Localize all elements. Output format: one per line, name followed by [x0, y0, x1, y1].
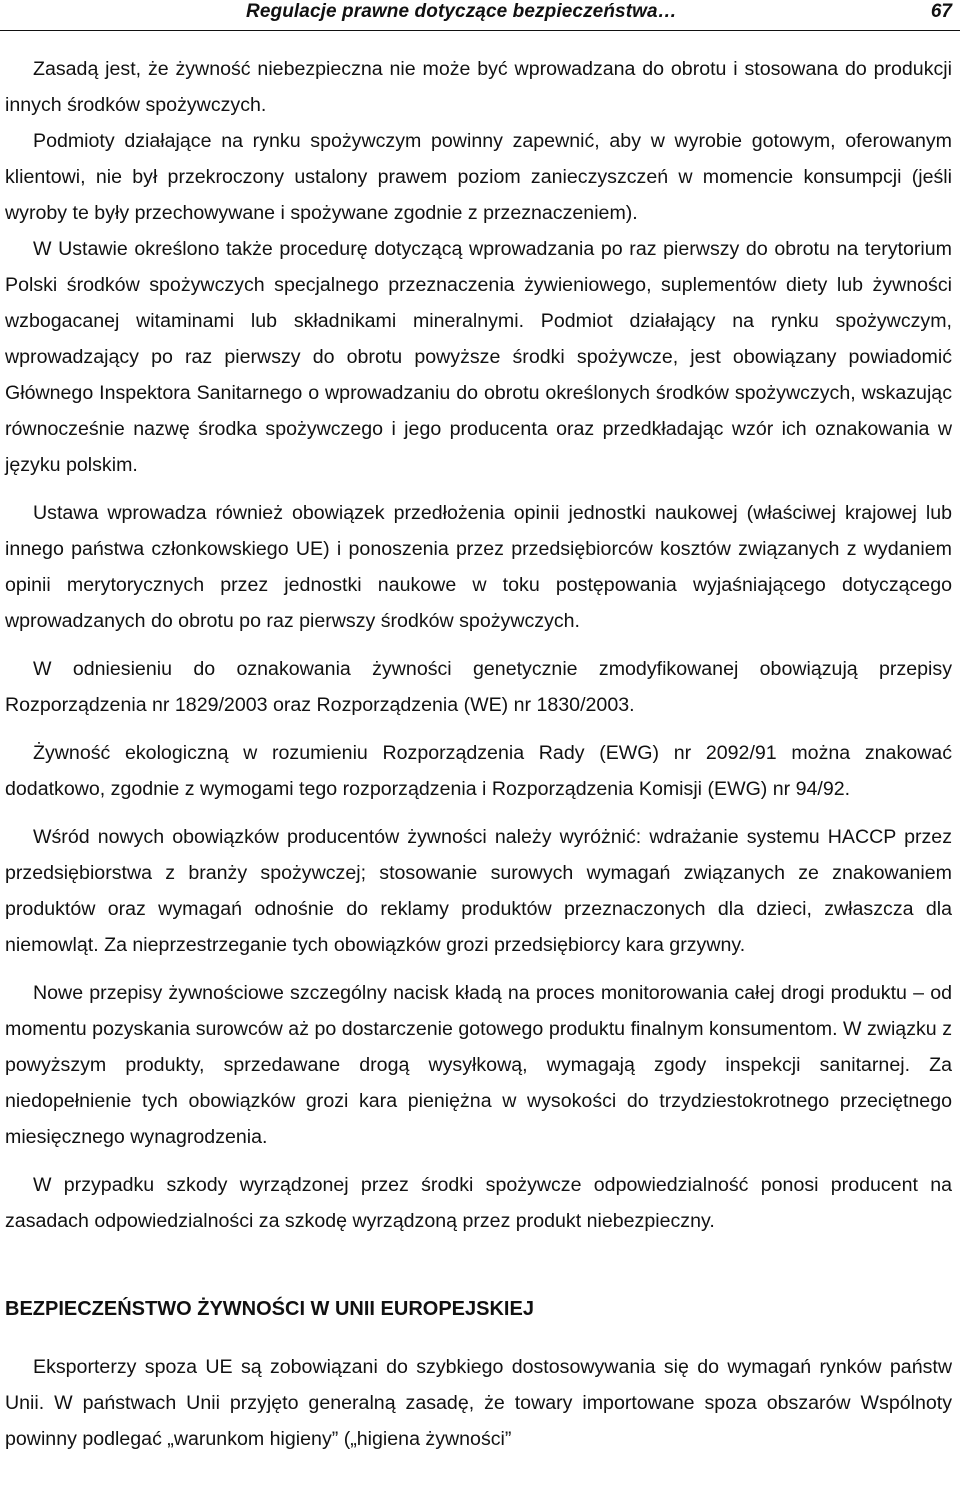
- running-title: Regulacje prawne dotyczące bezpieczeństwa…: [246, 1, 677, 22]
- paragraph-liability: W przypadku szkody wyrządzonej przez środki spożywcze odpowiedzialność ponosi producent na zasadach odpowiedzialności za szkodę wyrządzoną przez produkt niebezpieczny.: [5, 1174, 952, 1232]
- section-heading: BEZPIECZEŃSTWO ŻYWNOŚCI W UNII EUROPEJSKIEJ: [5, 1298, 534, 1320]
- paragraph-unsafe-food-principle: Zasadą jest, że żywność niebezpieczna nie może być wprowadzana do obrotu i stosowana do produkcji innych środków spożywczych.: [5, 58, 952, 116]
- running-header: [0, 0, 960, 31]
- body-text: [5, 51, 952, 1457]
- paragraph-organic-food: Żywność ekologiczną w rozumieniu Rozporządzenia Rady (EWG) nr 2092/91 można znakować dodatkowo, zgodnie z wymogami tego rozporządzenia i Rozporządzenia Komisji (EWG) nr 94/92.: [5, 742, 952, 800]
- page-number: 67: [930, 1, 952, 22]
- paragraph-gmo-labelling: W odniesieniu do oznakowania żywności genetycznie zmodyfikowanej obowiązują przepisy Rozporządzenia nr 1829/2003 oraz Rozporządzenia (WE) nr 1830/2003.: [5, 658, 952, 716]
- paragraph-producer-obligations: Wśród nowych obowiązków producentów żywności należy wyróżnić: wdrażanie systemu HACCP przez przedsiębiorstwa z branży spożywczej; stosowanie surowych wymagań związanych ze znakowaniem produktów oraz wymagań odnośnie do reklamy produktów przeznaczonych dla dzieci, zwłaszcza dla niemowląt. Za nieprzestrzeganie tych obowiązków grozi przedsiębiorcy kara grzywny.: [5, 826, 952, 956]
- paragraph-notification-procedure: W Ustawie określono także procedurę dotyczącą wprowadzania po raz pierwszy do obrotu na terytorium Polski środków spożywczych specjalnego przeznaczenia żywieniowego, suplementów diety lub żywności wzbogacanej witaminami lub składnikami mineralnymi. Podmiot działający na rynku spożywczym, wprowadzający po raz pierwszy do obrotu powyższe środki spożywcze, jest obowiązany powiadomić Głównego Inspektora Sanitarnego o wprowadzaniu do obrotu określonych środków spożywczych, wskazując równocześnie nazwę środka spożywczego i jego producenta oraz przedkładając wzór ich oznakowania w języku polskim.: [5, 238, 952, 476]
- paragraph-eu-exporters: Eksporterzy spoza UE są zobowiązani do szybkiego dostosowywania się do wymagań rynków państw Unii. W państwach Unii przyjęto generalną zasadę, że towary importowane spoza obszarów Wspólnoty powinny podlegać „warunkom higieny” („higiena żywności”: [5, 1356, 952, 1450]
- paragraph-monitoring: Nowe przepisy żywnościowe szczególny nacisk kładą na proces monitorowania całej drogi produktu – od momentu pozyskania surowców aż po dostarczenie gotowego produktu finalnym konsumentom. W związku z powyższym produkty, sprzedawane drogą wysyłkową, wymagają zgody inspekcji sanitarnej. Za niedopełnienie tych obowiązków grozi kara pieniężna w wysokości do trzydziestokrotnego przeciętnego miesięcznego wynagrodzenia.: [5, 982, 952, 1148]
- paragraph-contamination-levels: Podmioty działające na rynku spożywczym powinny zapewnić, aby w wyrobie gotowym, oferowanym klientowi, nie był przekroczony ustalony prawem poziom zanieczyszczeń w momencie konsumpcji (jeśli wyroby te były przechowywane i spożywane zgodnie z przeznaczeniem).: [5, 130, 952, 224]
- paragraph-scientific-opinion: Ustawa wprowadza również obowiązek przedłożenia opinii jednostki naukowej (właściwej krajowej lub innego państwa członkowskiego UE) i ponoszenia przez przedsiębiorców kosztów związanych z wydaniem opinii merytorycznych przez jednostki naukowe w toku postępowania wyjaśniającego dotyczącego wprowadzanych do obrotu po raz pierwszy środków spożywczych.: [5, 502, 952, 632]
